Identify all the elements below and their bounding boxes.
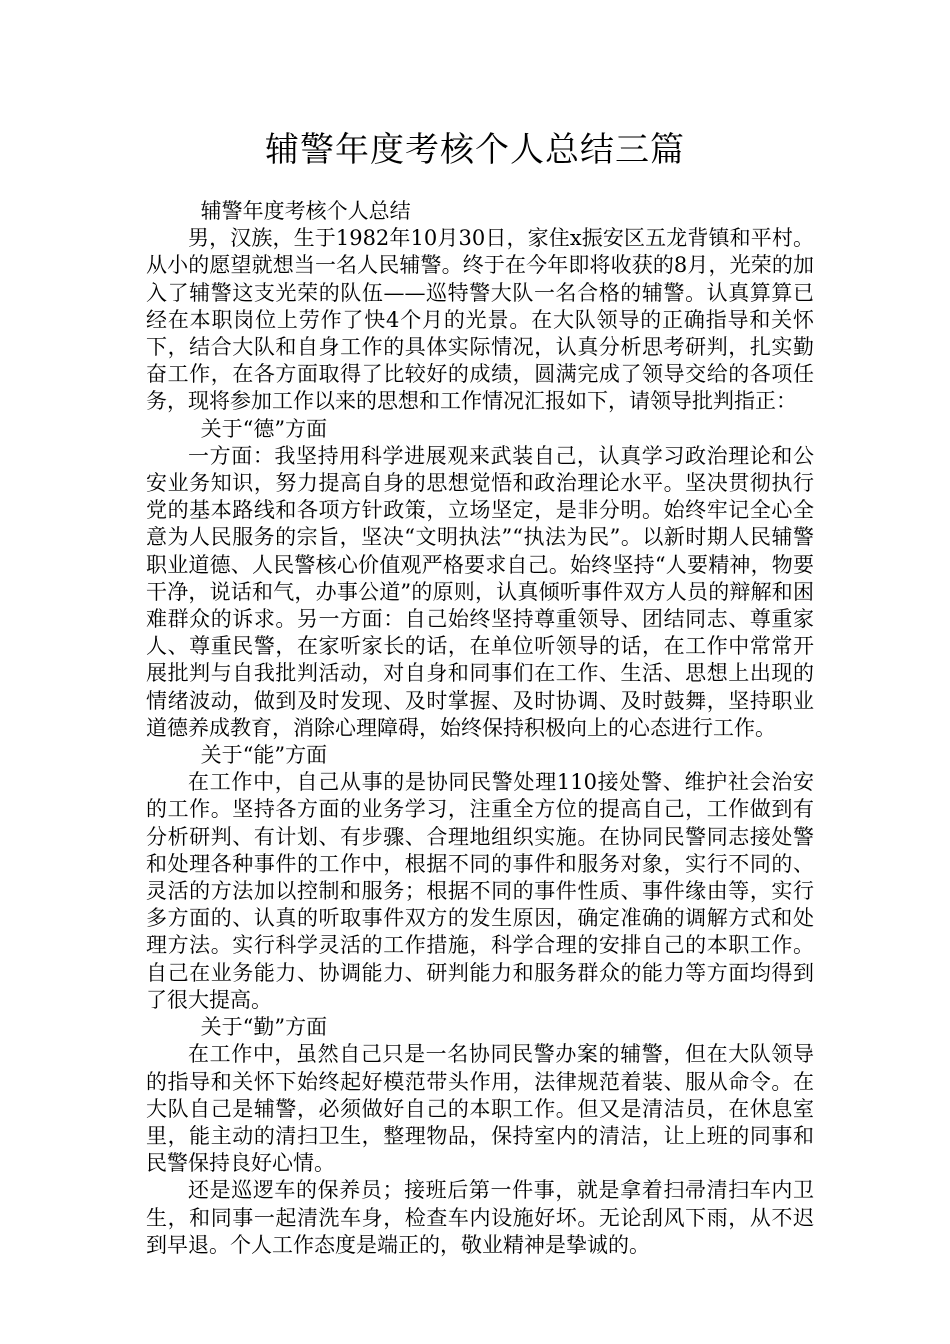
section-heading: 关于“勤”方面: [200, 1015, 328, 1040]
body-paragraph: 在工作中，自己从事的是协同民警处理110接处警、维护社会治安的工作。坚持各方面的业务学习，注重全方位的提高自己，工作做到有分析研判、有计划、有步骤、合理地组织实施。在协同民警同志接处警和处理各种事件的工作中，根据不同的事件和服务对象，实行不同的、灵活的方法加以控制和服务；根据不同的事件性质、事件缘由等，实行多方面的、认真的听取事件双方的发生原因，确定准确的调解方式和处理方法。实行科学灵活的工作措施，科学合理的安排自己的本职工作。自己在业务能力、协调能力、研判能力和服务群众的能力等方面均得到了很大提高。: [146, 770, 814, 1012]
body-paragraph: 在工作中，虽然自己只是一名协同民警办案的辅警，但在大队领导的指导和关怀下始终起好模范带头作用，法律规范着装、服从命令。在大队自己是辅警，必须做好自己的本职工作。但又是清洁员，在休息室里，能主动的清扫卫生，整理物品，保持室内的清洁，让上班的同事和民警保持良好心情。: [146, 1042, 814, 1176]
section-heading: 关于“能”方面: [200, 743, 328, 768]
section-heading: 关于“德”方面: [200, 416, 328, 441]
body-paragraph: 一方面：我坚持用科学进展观来武装自己，认真学习政治理论和公安业务知识，努力提高自身的思想觉悟和政治理论水平。坚决贯彻执行党的基本路线和各项方针政策，立场坚定，是非分明。始终牢记全心全意为人民服务的宗旨，坚决“文明执法”“执法为民”。以新时期人民辅警职业道德、人民警核心价值观严格要求自己。始终坚持“人要精神，物要干净，说话和气，办事公道”的原则，认真倾听事件双方人员的辩解和困难群众的诉求。另一方面：自己始终坚持尊重领导、团结同志、尊重家人、尊重民警，在家听家长的话，在单位听领导的话，在工作中常常开展批判与自我批判活动，对自身和同事们在工作、生活、思想上出现的情绪波动，做到及时发现、及时掌握、及时协调、及时鼓舞，坚持职业道德养成教育，消除心理障碍，始终保持积极向上的心态进行工作。: [146, 443, 814, 740]
section-heading: 辅警年度考核个人总结: [200, 199, 411, 223]
document-title: 辅警年度考核个人总结三篇: [265, 130, 685, 170]
body-paragraph: 还是巡逻车的保养员；接班后第一件事，就是拿着扫帚清扫车内卫生，和同事一起清洗车身，检查车内设施好坏。无论刮风下雨，从不迟到早退。个人工作态度是端正的，敬业精神是挚诚的。: [146, 1178, 814, 1257]
body-paragraph: 男，汉族，生于1982年10月30日，家住x振安区五龙背镇和平村。从小的愿望就想当一名人民辅警。终于在今年即将收获的8月，光荣的加入了辅警这支光荣的队伍——巡特警大队一名合格的辅警。认真算算已经在本职岗位上劳作了快4个月的光景。在大队领导的正确指导和关怀下，结合大队和自身工作的具体实际情况，认真分析思考研判，扎实勤奋工作，在各方面取得了比较好的成绩，圆满完成了领导交给的各项任务，现将参加工作以来的思想和工作情况汇报如下，请领导批判指正：: [146, 226, 814, 414]
document-body: [146, 198, 814, 1259]
